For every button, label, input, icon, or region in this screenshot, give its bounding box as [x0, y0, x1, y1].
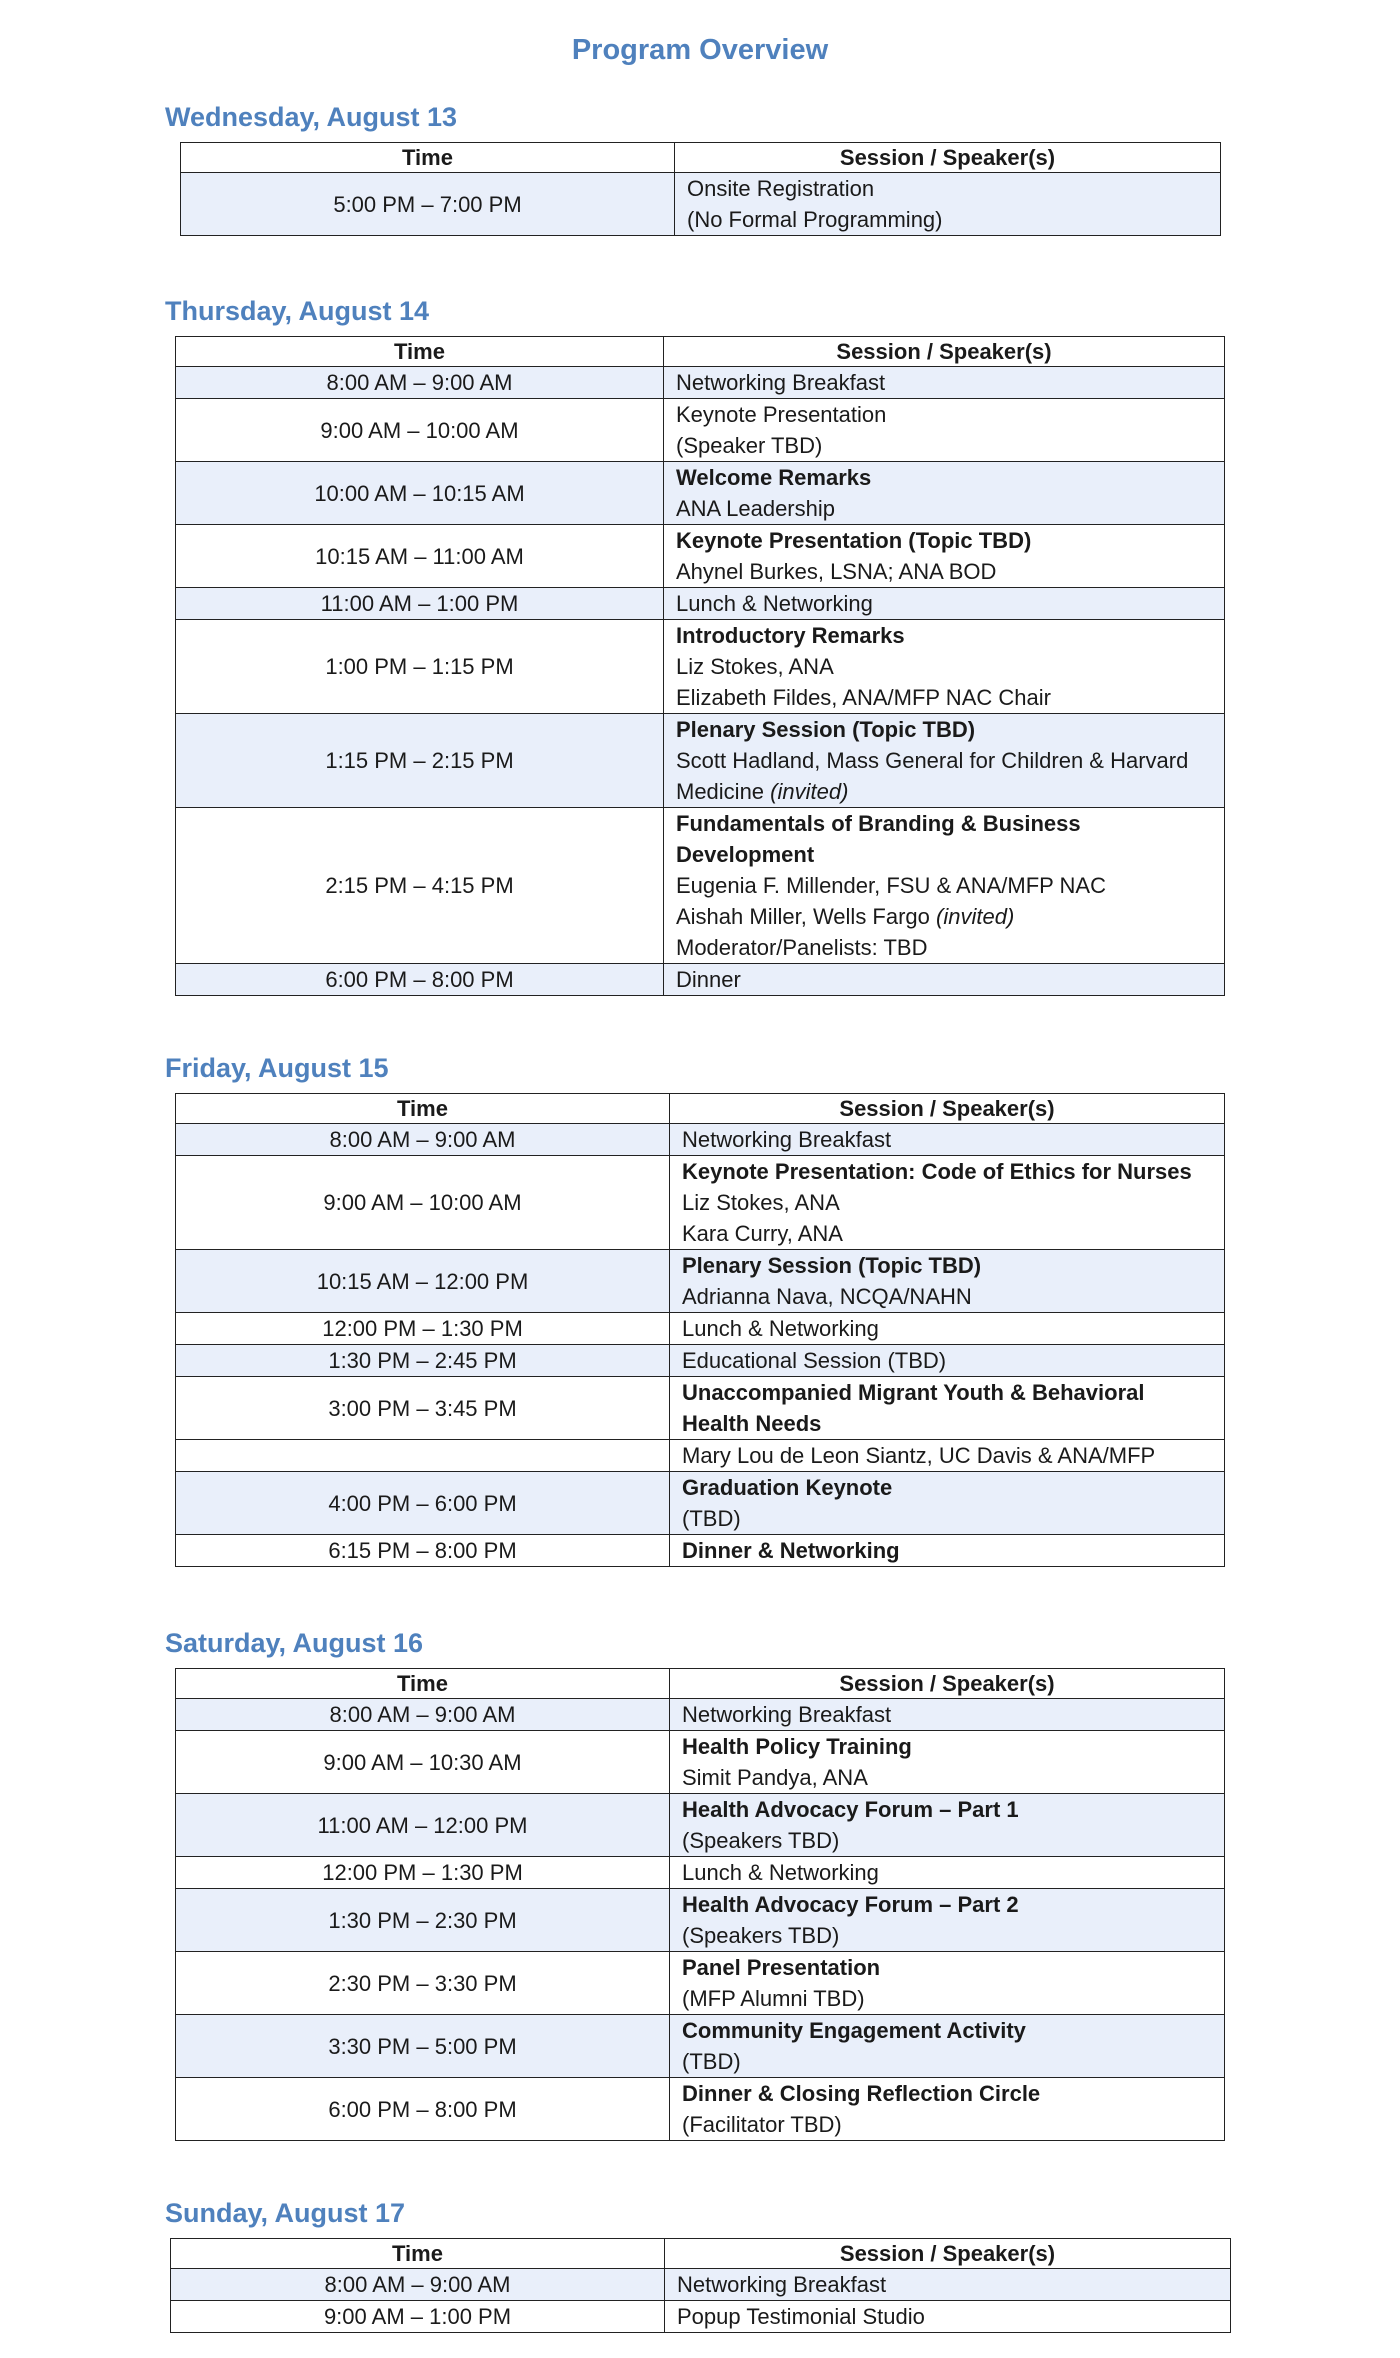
- table-row: [176, 1156, 1225, 1250]
- table-row: [176, 1345, 1225, 1377]
- table-header-row: [176, 337, 1225, 367]
- session-text: Dinner & Networking: [682, 1538, 900, 1563]
- session-detail: [676, 964, 1212, 995]
- session-title: [682, 2015, 1212, 2046]
- session-text: Fundamentals of Branding & Business: [676, 811, 1081, 836]
- table-row: [176, 399, 1225, 462]
- session-detail: [687, 173, 1208, 204]
- time-cell: 3:30 PM – 5:00 PM: [176, 2015, 670, 2078]
- session-cell: [670, 1857, 1225, 1889]
- session-detail: [682, 1503, 1212, 1534]
- table-row: [176, 620, 1225, 714]
- table-row: [176, 1731, 1225, 1794]
- schedule-table: [170, 2238, 1231, 2333]
- session-detail: [676, 651, 1212, 682]
- session-detail: [676, 745, 1212, 776]
- session-text: Ahynel Burkes, LSNA; ANA BOD: [676, 559, 997, 584]
- table-row: [176, 588, 1225, 620]
- session-title: [682, 1250, 1212, 1281]
- session-text: Moderator/Panelists: TBD: [676, 935, 928, 960]
- session-text: Health Policy Training: [682, 1734, 912, 1759]
- time-cell: 1:15 PM – 2:15 PM: [176, 714, 664, 808]
- time-column-header: Time: [176, 1094, 670, 1124]
- session-title: [682, 1156, 1212, 1187]
- session-detail: [676, 932, 1212, 963]
- session-cell: [670, 1699, 1225, 1731]
- schedule-table: [175, 336, 1225, 996]
- session-text: (Speakers TBD): [682, 1923, 840, 1948]
- session-text: Lunch & Networking: [682, 1316, 879, 1341]
- session-text: Unaccompanied Migrant Youth & Behavioral: [682, 1380, 1145, 1405]
- session-detail: [682, 1983, 1212, 2014]
- schedule-table: [180, 142, 1221, 236]
- time-cell: 10:15 AM – 11:00 AM: [176, 525, 664, 588]
- table-row: [176, 1857, 1225, 1889]
- session-cell: [665, 2301, 1231, 2333]
- session-detail: [676, 682, 1212, 713]
- session-text: Graduation Keynote: [682, 1475, 893, 1500]
- session-text: Elizabeth Fildes, ANA/MFP NAC Chair: [676, 685, 1051, 710]
- session-detail: [677, 2301, 1218, 2332]
- time-cell: 8:00 AM – 9:00 AM: [176, 367, 664, 399]
- session-detail: [682, 2109, 1212, 2140]
- session-text: (MFP Alumni TBD): [682, 1986, 865, 2011]
- session-column-header: Session / Speaker(s): [675, 143, 1221, 173]
- day-heading: Saturday, August 16: [165, 1628, 424, 1658]
- table-row: [176, 1313, 1225, 1345]
- session-text: Panel Presentation: [682, 1955, 881, 1980]
- time-cell: 9:00 AM – 10:00 AM: [176, 1156, 670, 1250]
- session-text: Keynote Presentation: [676, 402, 887, 427]
- time-cell: 8:00 AM – 9:00 AM: [171, 2269, 665, 2301]
- table-row: [176, 1377, 1225, 1440]
- table-row: [176, 1952, 1225, 2015]
- session-detail: [682, 1825, 1212, 1856]
- session-text: Simit Pandya, ANA: [682, 1765, 868, 1790]
- session-cell: [670, 1250, 1225, 1313]
- day-heading: Thursday, August 14: [165, 296, 430, 326]
- schedule-table: [175, 1668, 1225, 2141]
- session-detail: [676, 776, 1212, 807]
- session-title: [676, 808, 1212, 839]
- session-note: (invited): [936, 904, 1015, 929]
- day-heading: Sunday, August 17: [165, 2198, 406, 2228]
- session-text: Introductory Remarks: [676, 623, 905, 648]
- session-note: (invited): [770, 779, 849, 804]
- time-cell: 2:15 PM – 4:15 PM: [176, 808, 664, 964]
- time-cell: 5:00 PM – 7:00 PM: [181, 173, 675, 236]
- session-text: Liz Stokes, ANA: [682, 1190, 840, 1215]
- session-text: Health Advocacy Forum – Part 2: [682, 1892, 1019, 1917]
- table-row: [176, 525, 1225, 588]
- session-cell: [670, 2015, 1225, 2078]
- table-row: [181, 173, 1221, 236]
- session-title: [676, 462, 1212, 493]
- session-detail: [676, 399, 1212, 430]
- time-cell: 9:00 AM – 10:30 AM: [176, 1731, 670, 1794]
- time-cell: 6:00 PM – 8:00 PM: [176, 2078, 670, 2141]
- time-cell: 3:00 PM – 3:45 PM: [176, 1377, 670, 1440]
- session-title: [676, 714, 1212, 745]
- session-text: (No Formal Programming): [687, 207, 943, 232]
- session-text: Plenary Session (Topic TBD): [682, 1253, 982, 1278]
- session-text: Scott Hadland, Mass General for Children & Harvard: [676, 748, 1189, 773]
- session-detail: [682, 1440, 1212, 1471]
- table-row: [176, 1472, 1225, 1535]
- session-detail: [677, 2269, 1218, 2300]
- session-title: [682, 1731, 1212, 1762]
- session-text: Lunch & Networking: [676, 591, 873, 616]
- time-cell: 11:00 AM – 12:00 PM: [176, 1794, 670, 1857]
- session-detail: [682, 1345, 1212, 1376]
- session-text: Development: [676, 842, 815, 867]
- session-detail: [682, 1218, 1212, 1249]
- session-text: Dinner: [676, 967, 741, 992]
- session-detail: [682, 1920, 1212, 1951]
- time-cell: 9:00 AM – 1:00 PM: [171, 2301, 665, 2333]
- table-row: [176, 1124, 1225, 1156]
- session-cell: [670, 1889, 1225, 1952]
- session-cell: [670, 1124, 1225, 1156]
- session-text: Popup Testimonial Studio: [677, 2304, 925, 2329]
- session-text: Eugenia F. Millender, FSU & ANA/MFP NAC: [676, 873, 1106, 898]
- session-text: Keynote Presentation: Code of Ethics for Nurses: [682, 1159, 1192, 1184]
- session-detail: [676, 588, 1212, 619]
- session-text: Lunch & Networking: [682, 1860, 879, 1885]
- session-title: [676, 525, 1212, 556]
- session-title: [682, 1408, 1212, 1439]
- session-cell: [664, 714, 1225, 808]
- session-title: [682, 1889, 1212, 1920]
- session-cell: [670, 1472, 1225, 1535]
- session-title: [682, 1377, 1212, 1408]
- session-title: [682, 1952, 1212, 1983]
- session-text: Plenary Session (Topic TBD): [676, 717, 976, 742]
- table-row: [176, 808, 1225, 964]
- table-row: [171, 2269, 1231, 2301]
- time-cell: [176, 1440, 670, 1472]
- table-row: [176, 964, 1225, 996]
- session-detail: [676, 367, 1212, 398]
- table-header-row: [181, 143, 1221, 173]
- time-column-header: Time: [171, 2239, 665, 2269]
- session-title: [676, 620, 1212, 651]
- time-cell: 12:00 PM – 1:30 PM: [176, 1313, 670, 1345]
- day-heading: Friday, August 15: [165, 1053, 389, 1083]
- session-cell: [670, 1345, 1225, 1377]
- session-title: [676, 839, 1212, 870]
- session-cell: [670, 1731, 1225, 1794]
- session-detail: [676, 870, 1212, 901]
- session-text: Mary Lou de Leon Siantz, UC Davis & ANA/MFP: [682, 1443, 1156, 1468]
- session-detail: [682, 1762, 1212, 1793]
- session-column-header: Session / Speaker(s): [670, 1669, 1225, 1699]
- session-text: Aishah Miller, Wells Fargo: [676, 904, 930, 929]
- table-row: [176, 2078, 1225, 2141]
- time-column-header: Time: [176, 337, 664, 367]
- session-detail: [682, 1313, 1212, 1344]
- session-text: Liz Stokes, ANA: [676, 654, 834, 679]
- session-cell: [664, 399, 1225, 462]
- time-cell: 1:30 PM – 2:45 PM: [176, 1345, 670, 1377]
- session-column-header: Session / Speaker(s): [664, 337, 1225, 367]
- time-cell: 10:00 AM – 10:15 AM: [176, 462, 664, 525]
- session-detail: [676, 556, 1212, 587]
- session-text: ANA Leadership: [676, 496, 835, 521]
- session-text: (Speaker TBD): [676, 433, 823, 458]
- session-cell: [670, 1313, 1225, 1345]
- time-cell: 2:30 PM – 3:30 PM: [176, 1952, 670, 2015]
- session-text: Educational Session (TBD): [682, 1348, 947, 1373]
- session-cell: [670, 1440, 1225, 1472]
- session-text: (Facilitator TBD): [682, 2112, 842, 2137]
- session-cell: [664, 367, 1225, 399]
- table-row: [176, 367, 1225, 399]
- session-detail: [682, 1187, 1212, 1218]
- session-text: Kara Curry, ANA: [682, 1221, 843, 1246]
- session-cell: [664, 620, 1225, 714]
- table-header-row: [176, 1094, 1225, 1124]
- session-text: (TBD): [682, 1506, 741, 1531]
- session-text: Keynote Presentation (Topic TBD): [676, 528, 1032, 553]
- session-cell: [665, 2269, 1231, 2301]
- time-cell: 10:15 AM – 12:00 PM: [176, 1250, 670, 1313]
- table-row: [176, 462, 1225, 525]
- session-title: [682, 1794, 1212, 1825]
- session-detail: [682, 2046, 1212, 2077]
- session-text: Adrianna Nava, NCQA/NAHN: [682, 1284, 972, 1309]
- session-cell: [670, 1156, 1225, 1250]
- table-row: [176, 1699, 1225, 1731]
- session-column-header: Session / Speaker(s): [670, 1094, 1225, 1124]
- table-row: [176, 1889, 1225, 1952]
- time-column-header: Time: [181, 143, 675, 173]
- session-cell: [670, 2078, 1225, 2141]
- session-cell: [670, 1535, 1225, 1567]
- table-header-row: [171, 2239, 1231, 2269]
- session-text: Dinner & Closing Reflection Circle: [682, 2081, 1041, 2106]
- time-cell: 12:00 PM – 1:30 PM: [176, 1857, 670, 1889]
- session-detail: [676, 901, 1212, 932]
- session-detail: [682, 1699, 1212, 1730]
- time-column-header: Time: [176, 1669, 670, 1699]
- session-text: Community Engagement Activity: [682, 2018, 1026, 2043]
- time-cell: 8:00 AM – 9:00 AM: [176, 1699, 670, 1731]
- time-cell: 8:00 AM – 9:00 AM: [176, 1124, 670, 1156]
- page-title: Program Overview: [571, 34, 829, 66]
- table-row: [176, 1440, 1225, 1472]
- session-text: Networking Breakfast: [682, 1702, 892, 1727]
- table-row: [176, 714, 1225, 808]
- session-cell: [664, 588, 1225, 620]
- session-cell: [670, 1377, 1225, 1440]
- session-cell: [664, 462, 1225, 525]
- session-detail: [682, 1281, 1212, 1312]
- time-cell: 11:00 AM – 1:00 PM: [176, 588, 664, 620]
- session-column-header: Session / Speaker(s): [665, 2239, 1231, 2269]
- session-detail: [676, 430, 1212, 461]
- time-cell: 1:30 PM – 2:30 PM: [176, 1889, 670, 1952]
- session-text: Networking Breakfast: [677, 2272, 887, 2297]
- session-title: [682, 1472, 1212, 1503]
- table-row: [171, 2301, 1231, 2333]
- session-cell: [675, 173, 1221, 236]
- session-cell: [664, 525, 1225, 588]
- session-cell: [664, 964, 1225, 996]
- session-text: (Speakers TBD): [682, 1828, 840, 1853]
- time-cell: 1:00 PM – 1:15 PM: [176, 620, 664, 714]
- table-header-row: [176, 1669, 1225, 1699]
- session-detail: [687, 204, 1208, 235]
- session-text: Health Needs: [682, 1411, 822, 1436]
- session-detail: [682, 1857, 1212, 1888]
- session-text: Networking Breakfast: [682, 1127, 892, 1152]
- session-cell: [670, 1952, 1225, 2015]
- session-text: Networking Breakfast: [676, 370, 886, 395]
- table-row: [176, 1535, 1225, 1567]
- session-cell: [664, 808, 1225, 964]
- table-row: [176, 2015, 1225, 2078]
- session-text: (TBD): [682, 2049, 741, 2074]
- day-heading: Wednesday, August 13: [165, 102, 458, 132]
- time-cell: 6:15 PM – 8:00 PM: [176, 1535, 670, 1567]
- session-title: [682, 1535, 1212, 1566]
- session-text: Onsite Registration: [687, 176, 875, 201]
- session-title: [682, 2078, 1212, 2109]
- time-cell: 4:00 PM – 6:00 PM: [176, 1472, 670, 1535]
- session-detail: [682, 1124, 1212, 1155]
- session-text: Health Advocacy Forum – Part 1: [682, 1797, 1019, 1822]
- time-cell: 6:00 PM – 8:00 PM: [176, 964, 664, 996]
- schedule-table: [175, 1093, 1225, 1567]
- session-text: Medicine: [676, 779, 765, 804]
- time-cell: 9:00 AM – 10:00 AM: [176, 399, 664, 462]
- table-row: [176, 1794, 1225, 1857]
- session-text: Welcome Remarks: [676, 465, 872, 490]
- session-cell: [670, 1794, 1225, 1857]
- table-row: [176, 1250, 1225, 1313]
- session-detail: [676, 493, 1212, 524]
